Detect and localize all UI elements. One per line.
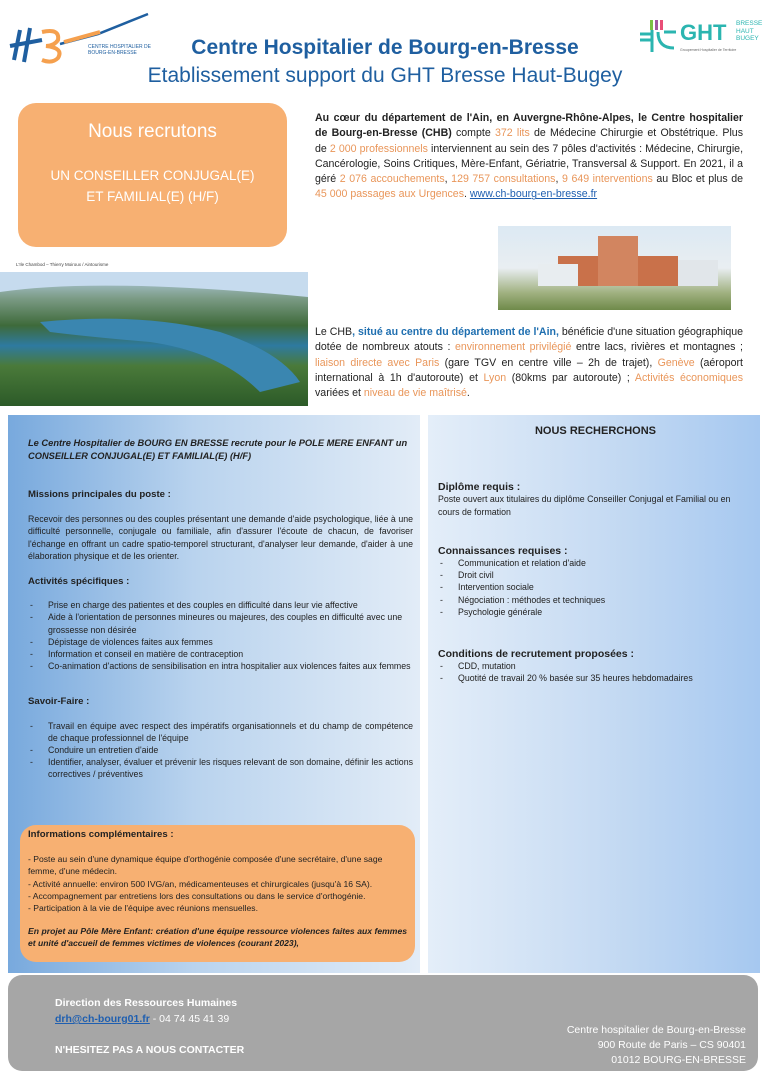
list-item: - Quotité de travail 20 % basée sur 35 heures hebdomadaires — [438, 672, 753, 684]
info-line: - Participation à la vie de l'équipe avec réunions mensuelles. — [28, 903, 258, 914]
list-item: - Droit civil — [438, 569, 753, 581]
info-project: En projet au Pôle Mère Enfant: création d'une équipe ressource violences faites aux femmes et unité d'accueil de femmes victimes de violences (courant 2023), — [28, 926, 407, 949]
recruiting-banner — [18, 103, 287, 247]
info-line: - Activité annuelle: environ 500 IVG/an, médicamenteuses et chirurgicales (jusqu'à 16 SA). — [28, 878, 373, 889]
ght-logo — [638, 18, 766, 58]
landscape-photo — [0, 272, 308, 406]
knowledge-title: Connaissances requises : — [438, 544, 568, 557]
diploma-text: Poste ouvert aux titulaires du diplôme Conseiller Conjugal et Familial ou en cours de formation — [438, 494, 731, 517]
list-item: - Aide à l'orientation de personnes mineures ou majeures, des couples en difficulté avec une grossesse non désirée — [28, 611, 413, 635]
stat-births: 2 076 accouchements — [339, 173, 445, 186]
intro-paragraph: Au cœur du département de l'Ain, en Auvergne-Rhône-Alpes, le Centre hospitalier de Bourg-en-Bresse (CHB) compte 372 lits de Médecine Chirurgie et Obstétrique. Plus de 2 000 professionnels interviennent au sein des 7 pôles d'activités : Médecine, Chirurgie, Cancérologie, Soins Critiques, Mère-Enfant, Gériatrie, Transversal & Support. En 2021, il a géré 2 076 accouchements, 129 757 consultations, 9 649 interventions au Bloc et plus de 45 000 passages aux Urgences. www.ch-bourg-en-bresse.fr — [315, 112, 744, 201]
list-item: - Information et conseil en matière de contraception — [28, 648, 413, 660]
landscape-river-image — [0, 272, 308, 406]
conditions-list — [438, 660, 753, 684]
requirements-title: NOUS RECHERCHONS — [534, 425, 656, 437]
ght-caption: Groupement Hospitalier de Territoire — [680, 48, 737, 52]
list-item: - Prise en charge des patientes et des couples en difficulté dans leur vie affective — [28, 599, 413, 611]
ght-sub: BRESSE — [736, 20, 763, 27]
info-line: - Poste au sein d'une dynamique équipe d'orthogénie composée d'une secrétaire, d'une sage femme, d'une médecin. — [28, 854, 383, 877]
stat-interventions: 9 649 interventions — [562, 173, 653, 186]
job-intro: Le Centre Hospitalier de BOURG EN BRESSE recrute pour le POLE MERE ENFANT un CONSEILLER CONJUGAL(E) ET FAMILIAL(E) (H/F) — [28, 438, 408, 461]
info-title: Informations complémentaires : — [28, 829, 174, 840]
website-link[interactable]: www.ch-bourg-en-bresse.fr — [469, 188, 598, 201]
missions-title: Missions principales du poste : — [28, 489, 171, 500]
chb-logo-text: CENTRE HOSPITALIER DE BOURG-EN-BRESSE — [88, 44, 151, 56]
hospital-building-photo — [498, 226, 731, 310]
conditions-title: Conditions de recrutement proposées : — [438, 648, 635, 661]
recruiting-heading: Nous recrutons — [88, 121, 217, 142]
location-paragraph: Le CHB, situé au centre du département de l'Ain, bénéficie d'une situation géographique dotée de nombreux atouts : environnement privilégié entre lacs, rivières et montagnes ; liaison directe avec Paris (gare TGV en centre ville – 2h de trajet), Genève (aéroport international à 1h d'autoroute) et Lyon (80kms par autoroute) ; Activités économiques variées et niveau de vie maîtrisé. — [315, 326, 744, 400]
address-line: Centre hospitalier de Bourg-en-Bresse — [566, 1024, 746, 1036]
address-line: 01012 BOURG-EN-BRESSE — [611, 1054, 746, 1066]
list-item: - Conduire un entretien d'aide — [28, 744, 413, 756]
list-item: - Intervention sociale — [438, 581, 753, 593]
ght-logo-text: GHT — [680, 20, 727, 45]
list-item: - Négociation : méthodes et techniques — [438, 594, 753, 606]
hr-department: Direction des Ressources Humaines — [55, 997, 238, 1009]
intro-bold: Au cœur du département de l'Ain, en Auvergne-Rhône-Alpes, le Centre hospitalier de Bourg-en-Bresse (CHB) — [315, 112, 743, 140]
address-line: 900 Route de Paris – CS 90401 — [597, 1039, 746, 1051]
ght-logo-mark — [638, 18, 678, 54]
list-item: - Psychologie générale — [438, 606, 753, 618]
activities-list — [28, 599, 413, 672]
list-item: - Identifier, analyser, évaluer et prévenir les risques relevant de son domaine, définir les actions correctives / préventives — [28, 756, 413, 780]
hr-phone: - 04 74 45 41 39 — [149, 1013, 230, 1025]
stat-staff: 2 000 professionnels — [329, 142, 428, 155]
stat-beds: 372 lits — [494, 127, 530, 140]
page-subtitle: Etablissement support du GHT Bresse Haut-Bugey — [147, 64, 623, 87]
contact-footer — [8, 975, 758, 1071]
page-title: Centre Hospitalier de Bourg-en-Bresse — [191, 36, 579, 59]
list-item: - Co-animation d'actions de sensibilisation en intra hospitalier aux violences faites aux femmes — [28, 660, 413, 672]
list-item: - Communication et relation d'aide — [438, 557, 753, 569]
activities-title: Activités spécifiques : — [28, 576, 130, 588]
job-title-line1: UN CONSEILLER CONJUGAL(E) — [50, 168, 255, 183]
list-item: - Travail en équipe avec respect des impératifs organisationnels et du champ de compétence de chaque professionnel de l'équipe — [28, 720, 413, 744]
photo-caption: L'Ile Chambod – Thierry Moiroux / Aintourisme — [16, 262, 109, 267]
diploma-title: Diplôme requis : — [438, 481, 521, 494]
stat-consultations: 129 757 consultations — [451, 173, 556, 186]
missions-text: Recevoir des personnes ou des couples présentant une demande d'aide psychologique, liée à une difficulté personnelle, conjugale ou familiale, afin d'assurer l'écoute de chacun, de favoriser l'échange en offrant un cadre spatio-temporel structurant, d'analyser leur demande, d'aider à une élaboration physique et de les orienter. — [28, 514, 413, 561]
stat-emergencies: 45 000 passages aux Urgences — [315, 188, 465, 201]
hospital-building-image — [498, 226, 731, 310]
info-line: - Accompagnement par entretiens lors des consultations ou dans le service d'orthogénie. — [28, 890, 366, 901]
requirements-panel — [428, 415, 760, 973]
list-item: - CDD, mutation — [438, 660, 753, 672]
ght-sub: BUGEY — [736, 35, 759, 42]
list-item: - Dépistage de violences faites aux femmes — [28, 636, 413, 648]
knowledge-list — [438, 557, 753, 618]
hr-email-link[interactable]: drh@ch-bourg01.fr — [55, 1013, 150, 1025]
additional-info-box — [20, 825, 415, 962]
job-title-line2: ET FAMILIAL(E) (H/F) — [86, 189, 219, 204]
ght-sub: HAUT — [736, 27, 754, 35]
savoir-faire-list — [28, 720, 413, 781]
contact-cta: N'HESITEZ PAS A NOUS CONTACTER — [55, 1044, 245, 1056]
savoir-faire-title: Savoir-Faire : — [28, 696, 90, 708]
